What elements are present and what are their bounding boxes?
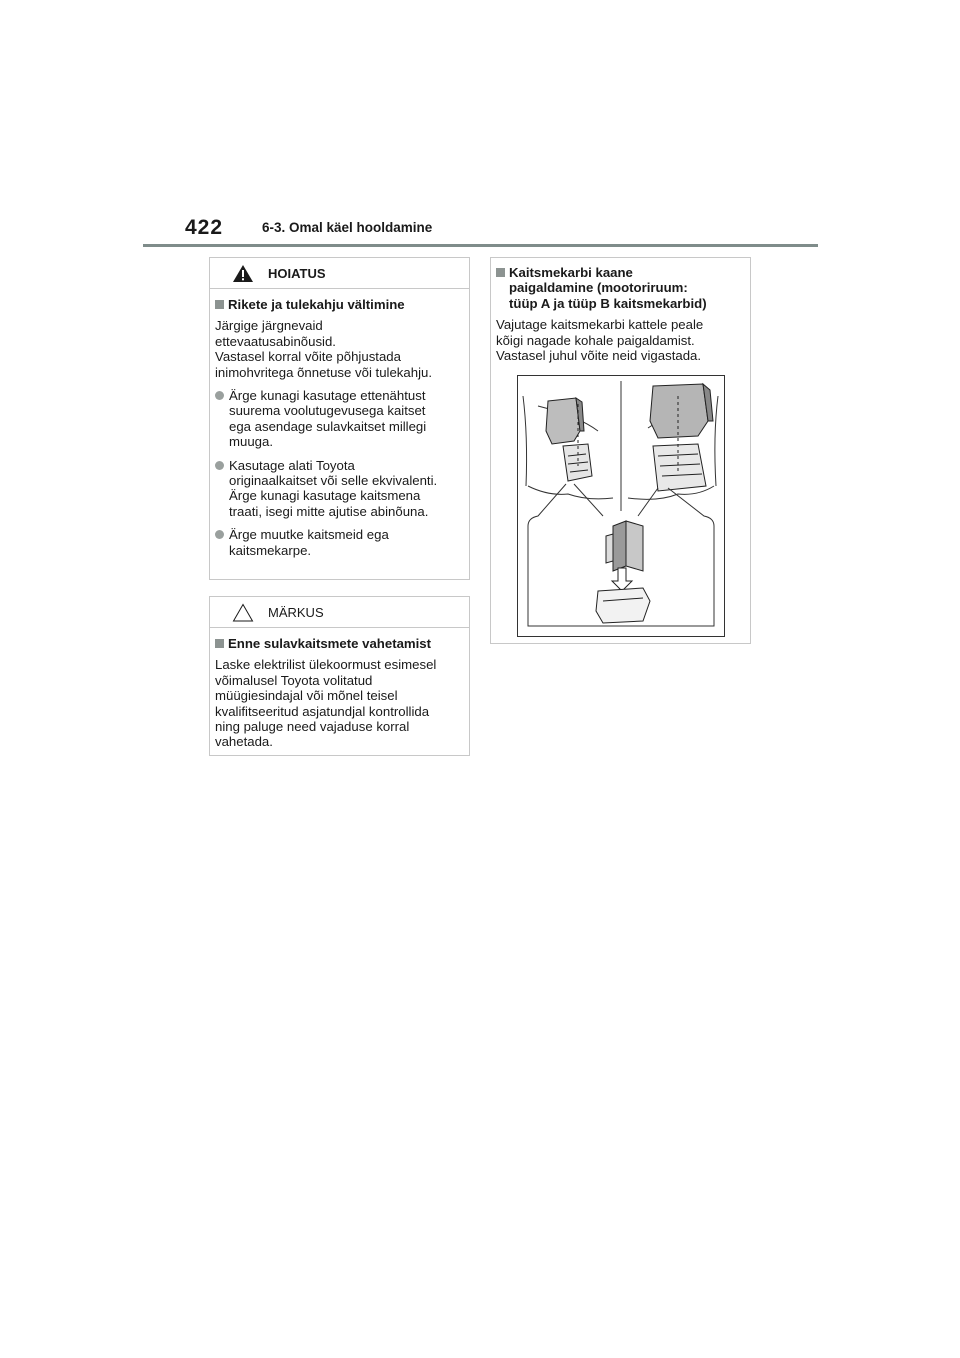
notice-box-header <box>210 597 469 628</box>
header-rule <box>143 244 818 247</box>
fuse-box-cover-illustration <box>517 375 725 637</box>
section-title: 6-3. Omal käel hooldamine <box>262 220 433 235</box>
install-body: Vajutage kaitsmekarbi kattele peale kõigi nagade kohale paigaldamist. Vastasel juhul võite neid vigastada. <box>496 317 704 364</box>
page-number: 422 <box>185 216 224 239</box>
square-bullet-icon <box>496 268 505 277</box>
notice-subheading: Enne sulavkaitsmete vahetamist <box>215 636 464 651</box>
engine-compartment-drawing <box>518 376 724 636</box>
round-bullet-icon <box>215 461 224 470</box>
round-bullet-icon <box>215 391 224 400</box>
warning-box-header <box>210 258 469 289</box>
warning-bullet: Ärge muutke kaitsmeid ega kaitsmekarpe. <box>215 527 464 558</box>
square-bullet-icon <box>215 639 224 648</box>
install-subheading: Kaitsmekarbi kaane paigaldamine (mootoriruum: tüüp A ja tüüp B kaitsmekarbid) <box>496 265 745 311</box>
warning-intro: Järgige järgnevaid ettevaatusabinõusid. Vastasel korral võite põhjustada inimohvritega õnnetuse või tulekahju. <box>215 318 432 380</box>
caution-triangle-icon <box>232 603 254 622</box>
warning-bullet: Kasutage alati Toyota originaalkaitset või selle ekvivalenti. Ärge kunagi kasutage kaitsmena traati, isegi mitte ajutise abinõuna. <box>215 458 464 520</box>
warning-box <box>209 257 470 580</box>
round-bullet-icon <box>215 530 224 539</box>
notice-box <box>209 596 470 756</box>
notice-body: Laske elektrilist ülekoormust esimesel võimalusel Toyota volitatud müügiesindajal või mõnel teisel kvalifitseeritud asjatundjal kontrollida ning paluge need vajaduse korral vahetada. <box>215 657 437 750</box>
square-bullet-icon <box>215 300 224 309</box>
warning-subheading: Rikete ja tulekahju vältimine <box>215 297 464 312</box>
warning-triangle-icon <box>232 264 254 283</box>
warning-bullet: Ärge kunagi kasutage ettenähtust suurema voolutugevusega kaitset ega asendage sulavkaitset millegi muuga. <box>215 388 464 450</box>
notice-title: MÄRKUS <box>268 605 324 620</box>
warning-title: HOIATUS <box>268 266 326 281</box>
